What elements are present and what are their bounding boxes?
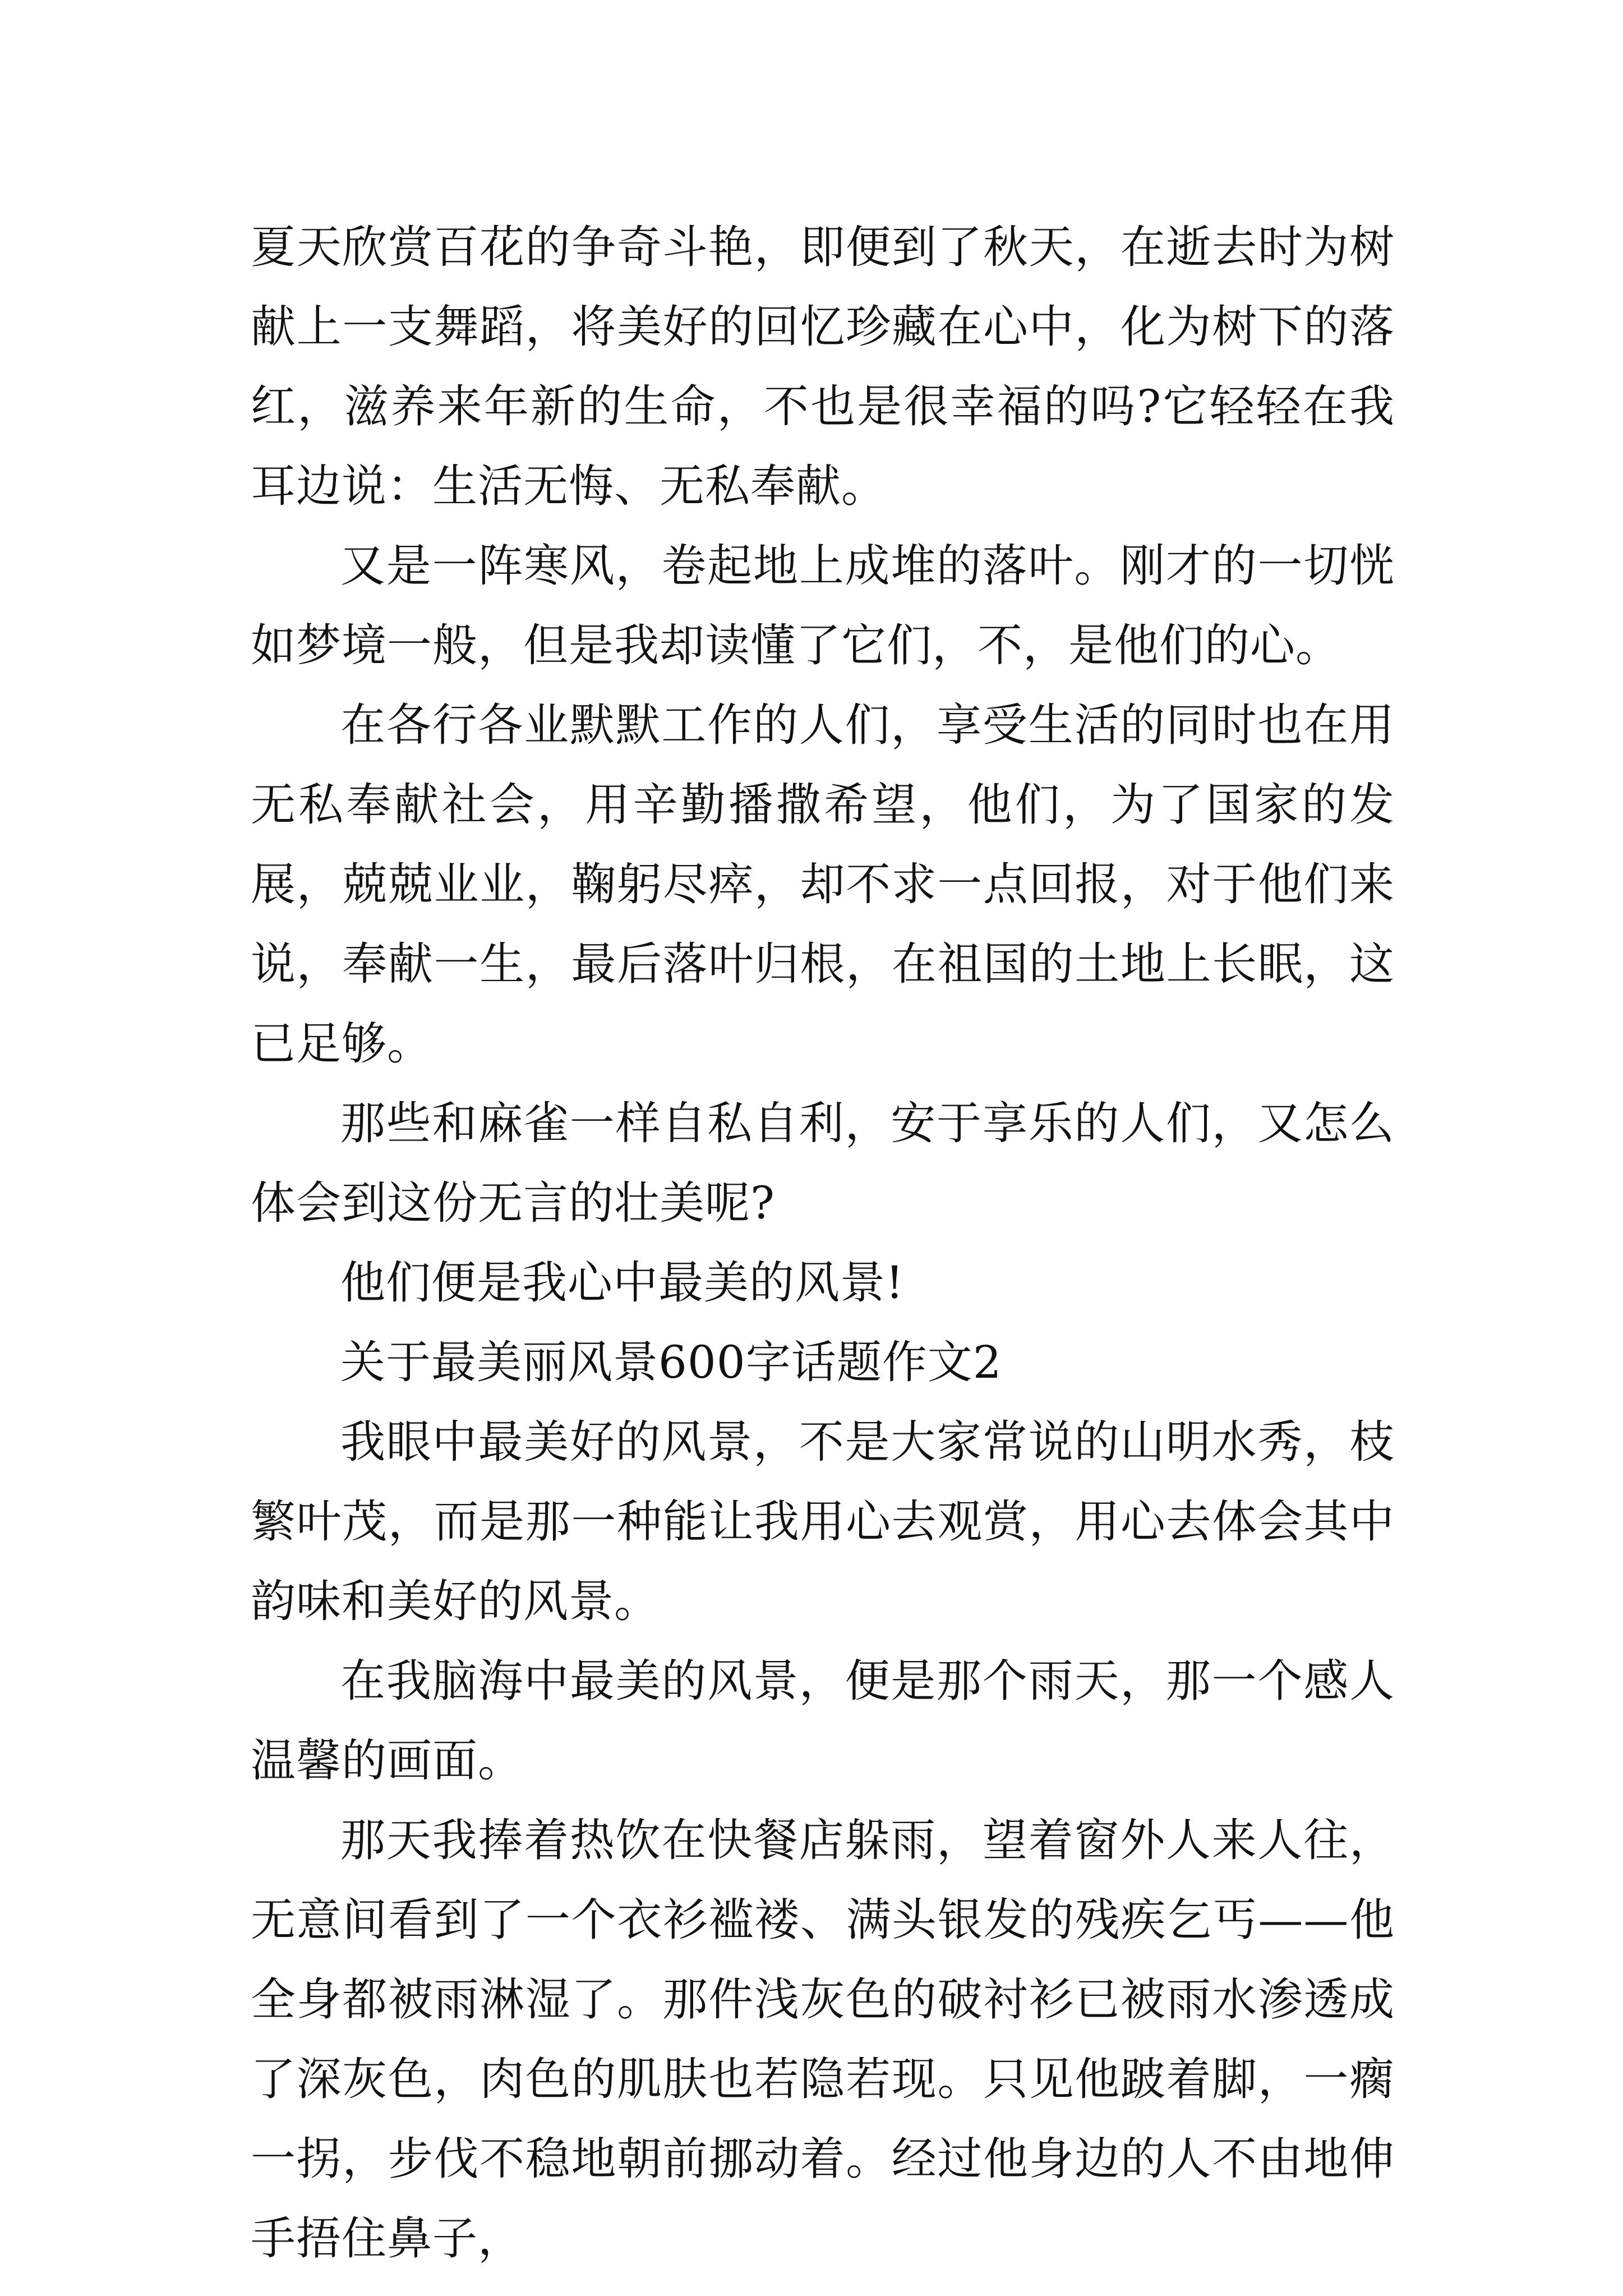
article-body [251, 208, 1395, 2279]
paragraph: 那些和麻雀一样自私自利，安于享乐的人们，又怎么体会到这份无言的壮美呢? [251, 1097, 1395, 1229]
paragraph: 在各行各业默默工作的人们，享受生活的同时也在用无私奉献社会，用辛勤播撒希望，他们，为了国家的发展，兢兢业业，鞠躬尽瘁，却不求一点回报，对于他们来说，奉献一生，最后落叶归根，在祖国的土地上长眠，这已足够。 [251, 699, 1395, 1070]
paragraph: 那天我捧着热饮在快餐店躲雨，望着窗外人来人往，无意间看到了一个衣衫褴褛、满头银发的残疾乞丐——他全身都被雨淋湿了。那件浅灰色的破衬衫已被雨水渗透成了深灰色，肉色的肌肤也若隐若现。只见他跛着脚，一瘸一拐，步伐不稳地朝前挪动着。经过他身边的人不由地伸手捂住鼻子， [251, 1814, 1395, 2265]
paragraph: 又是一阵寒风，卷起地上成堆的落叶。刚才的一切恍如梦境一般，但是我却读懂了它们，不，是他们的心。 [251, 540, 1395, 671]
paragraph: 我眼中最美好的风景，不是大家常说的山明水秀，枝繁叶茂，而是那一种能让我用心去观赏，用心去体会其中韵味和美好的风景。 [251, 1416, 1395, 1627]
paragraph-continued: 夏天欣赏百花的争奇斗艳，即便到了秋天，在逝去时为树献上一支舞蹈，将美好的回忆珍藏在心中，化为树下的落红，滋养来年新的生命，不也是很幸福的吗?它轻轻在我耳边说：生活无悔、无私奉献。 [251, 221, 1395, 512]
paragraph: 他们便是我心中最美的风景! [340, 1257, 905, 1309]
section-title: 关于最美丽风景600字话题作文2 [340, 1336, 1002, 1388]
paragraph: 在我脑海中最美的风景，便是那个雨天，那一个感人温馨的画面。 [251, 1655, 1395, 1787]
